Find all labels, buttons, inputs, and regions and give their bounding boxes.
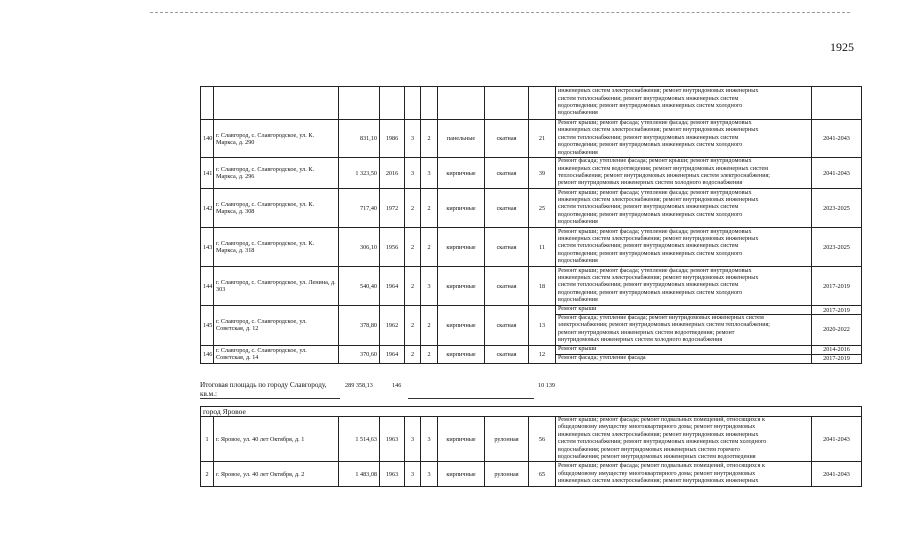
- works-cell: Ремонт крыши: [556, 306, 812, 315]
- address-cell: г. Славгород, с. Славгородское, ул. К. Маркса, д. 296: [214, 158, 339, 189]
- area-cell: 1 514,63: [339, 417, 380, 462]
- area-cell: 540,40: [339, 267, 380, 306]
- section-title: город Яровое: [201, 407, 862, 417]
- address-cell: г. Славгород, с. Славгородское, ул. К. Маркса, д. 318: [214, 228, 339, 267]
- table-row: [201, 267, 862, 306]
- walls-cell: кирпичные: [438, 417, 485, 462]
- walls-cell: кирпичные: [438, 462, 485, 487]
- roof-cell: скатная: [485, 228, 529, 267]
- works-cell: Ремонт крыши; ремонт фасада; утепление фасада; ремонт внутридомовых инженерных систем электроснабжения; ремонт внутридомовых инженерных систем теплоснабжения; ремонт внутридомовых инженерных систем водоотведения; ремонт внутридомовых инженерных систем холодного водоснабжения: [556, 189, 812, 228]
- area-cell: [339, 87, 380, 120]
- page-number: 1925: [830, 40, 854, 54]
- floors-cell: 3: [405, 120, 421, 158]
- row-number: 144: [201, 267, 214, 306]
- address-cell: г. Славгород, с. Славгородское, ул. Советская, д. 12: [214, 306, 339, 346]
- works-cell: Ремонт крыши; ремонт фасада; утепление фасада; ремонт внутридомовых инженерных систем электроснабжения; ремонт внутридомовых инженерных систем теплоснабжения; ремонт внутридомовых инженерных систем водоотведения; ремонт внутридомовых инженерных систем холодного водоснабжения: [556, 228, 812, 267]
- roof-cell: [485, 87, 529, 120]
- period-cell: 2041-2043: [812, 462, 862, 487]
- area-cell: 378,80: [339, 306, 380, 346]
- period-cell: 2014-2016: [812, 345, 862, 354]
- floors-cell: 2: [405, 345, 421, 363]
- roof-cell: скатная: [485, 345, 529, 363]
- top-scan-line: [150, 12, 850, 14]
- row-number: 142: [201, 189, 214, 228]
- period-cell: 2017-2019: [812, 267, 862, 306]
- top-table: [200, 86, 862, 364]
- row-number: 145: [201, 306, 214, 346]
- apartments-cell: 18: [529, 267, 556, 306]
- summary-count: 146: [392, 382, 402, 389]
- works-cell: Ремонт фасада; утепление фасада; ремонт внутридомовых инженерных систем электроснабжения; ремонт внутридомовых инженерных систем теплоснабжения; ремонт внутридомовых инженерных систем водоотведения; ремонт внутридомовых инженерных систем холодного водоснабжения: [556, 315, 812, 346]
- works-cell: Ремонт крыши; ремонт фасада; ремонт подвальных помещений, относящихся к общедомовому имуществу многоквартирного дома; ремонт внутридомовых инженерных систем электроснабжения; ремонт внутридомовых инженерных: [556, 462, 812, 487]
- table-row: [201, 462, 862, 487]
- year-cell: 1986: [380, 120, 405, 158]
- period-cell: 2023-2025: [812, 189, 862, 228]
- apartments-cell: 13: [529, 306, 556, 346]
- area-cell: 370,60: [339, 345, 380, 363]
- entrances-cell: 2: [421, 189, 438, 228]
- period-cell: 2041-2043: [812, 120, 862, 158]
- floors-cell: 2: [405, 306, 421, 346]
- works-cell: Ремонт крыши; ремонт фасада; ремонт подвальных помещений, относящихся к общедомовому имуществу многоквартирного дома; ремонт внутридомовых инженерных систем электроснабжения; ремонт внутридомовых инженерных систем теплоснабжения; ремонт внутридомовых инженерных систем холодного водоснабжения; ремонт внутридомовых инженерных систем горячего водоснабжения; ремонт внутридомовых инженерных систем водоотведения: [556, 417, 812, 462]
- table-row: [201, 306, 862, 315]
- period-cell: 2020-2022: [812, 315, 862, 346]
- period-cell: 2023-2025: [812, 228, 862, 267]
- bottom-table: [200, 406, 862, 487]
- floors-cell: 3: [405, 158, 421, 189]
- summary-apartments: 10 139: [538, 382, 556, 389]
- entrances-cell: 2: [421, 228, 438, 267]
- table-row: [201, 87, 862, 120]
- period-cell: 2041-2043: [812, 158, 862, 189]
- area-cell: 306,10: [339, 228, 380, 267]
- apartments-cell: 56: [529, 417, 556, 462]
- works-cell: Ремонт крыши: [556, 345, 812, 354]
- year-cell: 1963: [380, 417, 405, 462]
- roof-cell: рулонная: [485, 417, 529, 462]
- works-cell: Ремонт крыши; ремонт фасада; утепление фасада; ремонт внутридомовых инженерных систем электроснабжения; ремонт внутридомовых инженерных систем теплоснабжения; ремонт внутридомовых инженерных систем водоотведения; ремонт внутридомовых инженерных систем холодного водоснабжения: [556, 267, 812, 306]
- floors-cell: 2: [405, 267, 421, 306]
- apartments-cell: 12: [529, 345, 556, 363]
- row-number: [201, 87, 214, 120]
- entrances-cell: 2: [421, 345, 438, 363]
- row-number: 1: [201, 417, 214, 462]
- area-cell: 717,40: [339, 189, 380, 228]
- entrances-cell: 3: [421, 417, 438, 462]
- apartments-cell: 25: [529, 189, 556, 228]
- entrances-cell: [421, 87, 438, 120]
- summary-underline: [200, 398, 340, 399]
- floors-cell: [405, 87, 421, 120]
- area-cell: 831,10: [339, 120, 380, 158]
- area-cell: 1 483,08: [339, 462, 380, 487]
- works-cell: Ремонт крыши; ремонт фасада; утепление фасада; ремонт внутридомовых инженерных систем электроснабжения; ремонт внутридомовых инженерных систем теплоснабжения; ремонт внутридомовых инженерных систем водоотведения; ремонт внутридомовых инженерных систем холодного водоснабжения: [556, 120, 812, 158]
- address-cell: г. Славгород, с. Славгородское, ул. Ленина, д. 303: [214, 267, 339, 306]
- roof-cell: скатная: [485, 120, 529, 158]
- period-cell: 2017-2019: [812, 306, 862, 315]
- row-number: 2: [201, 462, 214, 487]
- entrances-cell: 2: [421, 306, 438, 346]
- table-row: [201, 228, 862, 267]
- summary-label: Итоговая площадь по городу Славгороду, кв.м.:: [200, 381, 327, 398]
- apartments-cell: 65: [529, 462, 556, 487]
- year-cell: 1964: [380, 267, 405, 306]
- floors-cell: 2: [405, 189, 421, 228]
- entrances-cell: 3: [421, 462, 438, 487]
- apartments-cell: 11: [529, 228, 556, 267]
- apartments-cell: 39: [529, 158, 556, 189]
- walls-cell: кирпичные: [438, 306, 485, 346]
- entrances-cell: 2: [421, 120, 438, 158]
- walls-cell: панельные: [438, 120, 485, 158]
- row-number: 140: [201, 120, 214, 158]
- table-row: [201, 345, 862, 354]
- area-cell: 1 323,50: [339, 158, 380, 189]
- table-row: [201, 417, 862, 462]
- works-cell: инженерных систем электроснабжения; ремонт внутридомовых инженерных систем теплоснабжения; ремонт внутридомовых инженерных систем водоотведения; ремонт внутридомовых инженерных систем холодного водоснабжения: [556, 87, 812, 120]
- walls-cell: кирпичные: [438, 189, 485, 228]
- floors-cell: 3: [405, 417, 421, 462]
- roof-cell: скатная: [485, 189, 529, 228]
- roof-cell: скатная: [485, 267, 529, 306]
- walls-cell: кирпичные: [438, 345, 485, 363]
- summary-area: 289 358,13: [345, 382, 373, 389]
- row-number: 143: [201, 228, 214, 267]
- year-cell: 1963: [380, 462, 405, 487]
- walls-cell: кирпичные: [438, 158, 485, 189]
- roof-cell: скатная: [485, 158, 529, 189]
- address-cell: г. Яровое, ул. 40 лет Октября, д. 2: [214, 462, 339, 487]
- walls-cell: кирпичные: [438, 267, 485, 306]
- year-cell: 1964: [380, 345, 405, 363]
- summary-underline-right: [408, 398, 534, 399]
- floors-cell: 3: [405, 462, 421, 487]
- walls-cell: [438, 87, 485, 120]
- entrances-cell: 3: [421, 158, 438, 189]
- works-cell: Ремонт фасада; утепление фасада: [556, 354, 812, 363]
- roof-cell: скатная: [485, 306, 529, 346]
- apartments-cell: [529, 87, 556, 120]
- table-row: [201, 158, 862, 189]
- address-cell: г. Славгород, с. Славгородское, ул. К. Маркса, д. 290: [214, 120, 339, 158]
- roof-cell: рулонная: [485, 462, 529, 487]
- walls-cell: кирпичные: [438, 228, 485, 267]
- period-cell: 2017-2019: [812, 354, 862, 363]
- address-cell: г. Яровое, ул. 40 лет Октября, д. 1: [214, 417, 339, 462]
- row-number: 141: [201, 158, 214, 189]
- year-cell: 1956: [380, 228, 405, 267]
- period-cell: 2041-2043: [812, 417, 862, 462]
- address-cell: г. Славгород, с. Славгородское, ул. К. Маркса, д. 308: [214, 189, 339, 228]
- address-cell: [214, 87, 339, 120]
- section-row: [201, 407, 862, 417]
- table-row: [201, 120, 862, 158]
- period-cell: [812, 87, 862, 120]
- row-number: 146: [201, 345, 214, 363]
- works-cell: Ремонт фасада; утепление фасада; ремонт крыши; ремонт внутридомовых инженерных систем водоотведения; ремонт внутридомовых инженерных систем теплоснабжения; ремонт внутридомовых инженерных систем электроснабжения; ремонт внутридомовых инженерных систем холодного водоснабжения: [556, 158, 812, 189]
- year-cell: 1972: [380, 189, 405, 228]
- year-cell: 1962: [380, 306, 405, 346]
- floors-cell: 2: [405, 228, 421, 267]
- apartments-cell: 21: [529, 120, 556, 158]
- year-cell: 2016: [380, 158, 405, 189]
- entrances-cell: 3: [421, 267, 438, 306]
- table-row: [201, 189, 862, 228]
- year-cell: [380, 87, 405, 120]
- address-cell: г. Славгород, с. Славгородское, ул. Советская, д. 14: [214, 345, 339, 363]
